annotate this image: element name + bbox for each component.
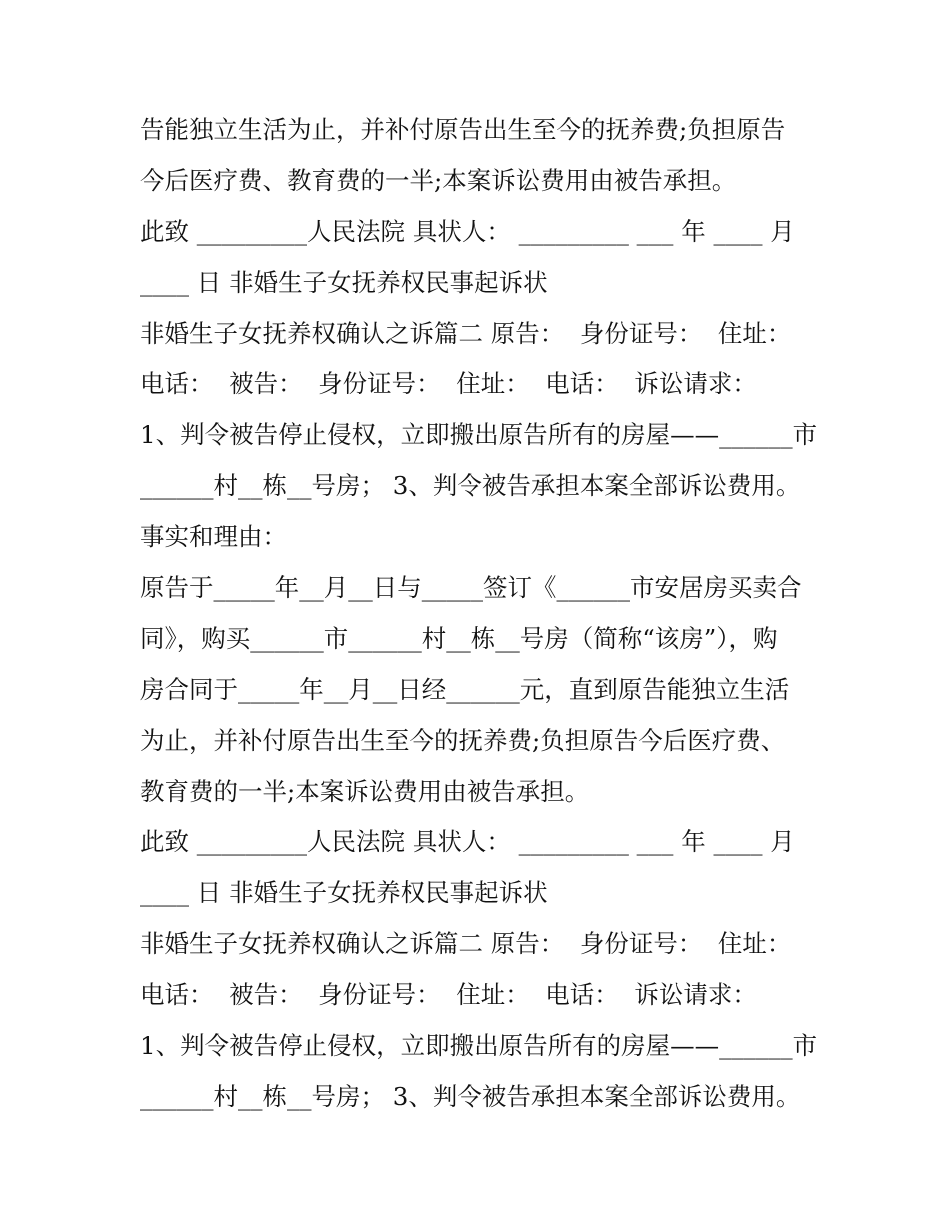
text-line: 为止，并补付原告出生至今的抚养费;负担原告今后医疗费、 xyxy=(140,725,786,755)
text-line: 此致 _________人民法院 具状人： _________ ___ 年 ____ 月 xyxy=(140,827,795,857)
document-body xyxy=(140,105,820,1123)
text-line: ______村__栋__号房； 3、判令被告承担本案全部诉讼费用。 xyxy=(140,1081,801,1111)
text-line: 1、判令被告停止侵权，立即搬出原告所有的房屋——______市 xyxy=(140,1031,818,1061)
text-line: ____ 日 非婚生子女抚养权民事起诉状 xyxy=(140,267,548,297)
text-line: 告能独立生活为止，并补付原告出生至今的抚养费;负担原告 xyxy=(140,115,786,144)
text-line: ______村__栋__号房； 3、判令被告承担本案全部诉讼费用。 xyxy=(140,471,801,501)
text-line: 同》，购买______市______村__栋__号房（简称“该房”），购 xyxy=(140,623,778,653)
text-line: 今后医疗费、教育费的一半;本案诉讼费用由被告承担。 xyxy=(140,165,737,195)
text-line: 教育费的一半;本案诉讼费用由被告承担。 xyxy=(140,776,590,806)
text-line: 房合同于_____年__月__日经______元，直到原告能独立生活 xyxy=(140,674,790,704)
text-line: 非婚生子女抚养权确认之诉篇二 原告： 身份证号： 住址： xyxy=(140,929,792,959)
text-line: 事实和理由： xyxy=(140,522,287,552)
text-line: 1、判令被告停止侵权，立即搬出原告所有的房屋——______市 xyxy=(140,420,818,450)
text-line: 原告于_____年__月__日与_____签订《______市安居房买卖合 xyxy=(140,573,802,603)
text-line: 电话： 被告： 身份证号： 住址： 电话： 诉讼请求： xyxy=(140,980,757,1010)
text-line: 非婚生子女抚养权确认之诉篇二 原告： 身份证号： 住址： xyxy=(140,318,792,348)
text-line: 此致 _________人民法院 具状人： _________ ___ 年 ____ 月 xyxy=(140,216,795,246)
text-line: ____ 日 非婚生子女抚养权民事起诉状 xyxy=(140,878,548,908)
text-line: 电话： 被告： 身份证号： 住址： 电话： 诉讼请求： xyxy=(140,369,757,399)
